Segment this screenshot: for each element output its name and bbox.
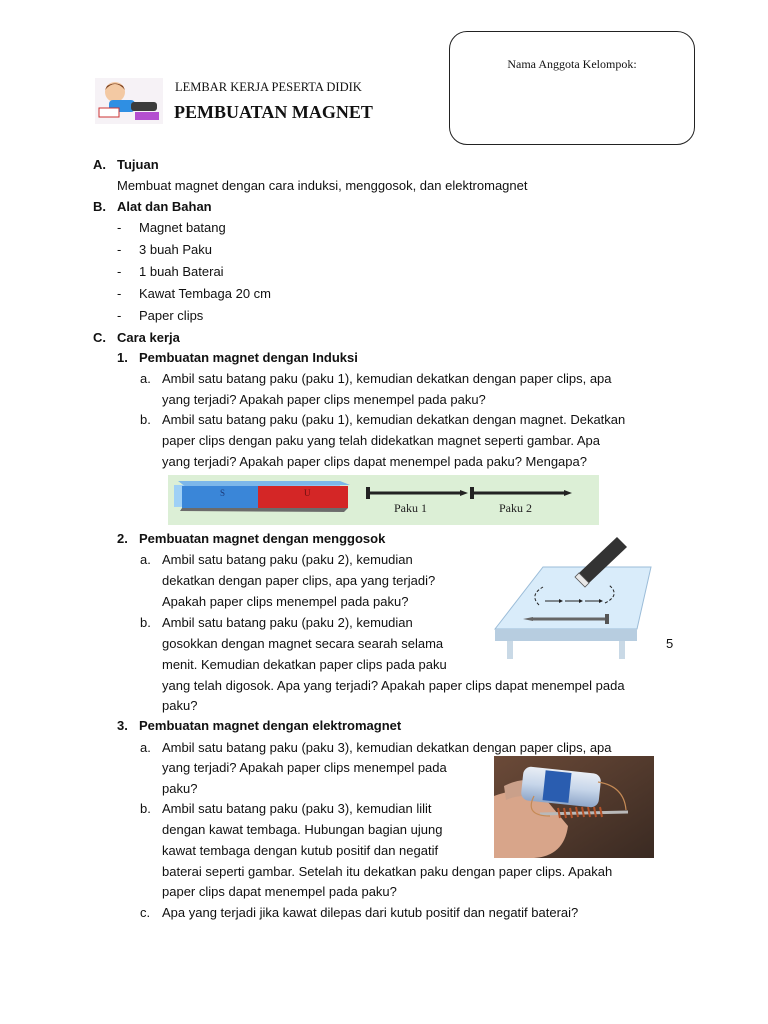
nail-1-label: Paku 1 <box>394 501 427 515</box>
list-item: Magnet batang <box>139 220 226 235</box>
step-3-a-line: paku? <box>162 781 198 796</box>
step-3-a-line: yang terjadi? Apakah paper clips menempel pada <box>162 760 447 775</box>
step-1-number: 1. <box>117 350 128 365</box>
magnet-induction-figure <box>168 475 599 525</box>
section-c-letter: C. <box>93 330 106 345</box>
student-reading-illustration <box>95 78 163 124</box>
step-2-b-line: paku? <box>162 698 198 713</box>
list-item: 3 buah Paku <box>139 242 213 257</box>
list-dash: - <box>117 308 122 323</box>
step-1-b-label: b. <box>140 412 151 427</box>
magnet-pole-u: U <box>304 488 311 498</box>
step-2-a-line: Ambil satu batang paku (paku 2), kemudian <box>162 552 413 567</box>
step-1-b-line: paper clips dengan paku yang telah didekatkan magnet seperti gambar. Apa <box>162 433 600 448</box>
step-2-a-line: Apakah paper clips menempel pada paku? <box>162 594 409 609</box>
group-members-label: Nama Anggota Kelompok: <box>507 57 637 71</box>
step-3-b-line: paper clips dapat menempel pada paku? <box>162 884 397 899</box>
step-3-title: Pembuatan magnet dengan elektromagnet <box>139 718 402 733</box>
step-2-minutes-number: 5 <box>666 636 674 651</box>
step-1-b-line: yang terjadi? Apakah paper clips dapat menempel pada paku? Mengapa? <box>162 454 587 469</box>
section-c-title: Cara kerja <box>117 330 180 345</box>
list-item: Kawat Tembaga 20 cm <box>139 286 271 301</box>
list-dash: - <box>117 286 122 301</box>
section-b-letter: B. <box>93 199 106 214</box>
nail-2-label: Paku 2 <box>499 501 532 515</box>
step-3-b-line: Ambil satu batang paku (paku 3), kemudian lilit <box>162 801 432 816</box>
section-a-title: Tujuan <box>117 157 159 172</box>
step-2-number: 2. <box>117 531 128 546</box>
step-2-b-label: b. <box>140 615 151 630</box>
step-3-a-label: a. <box>140 740 151 755</box>
worksheet-title: PEMBUATAN MAGNET <box>174 102 373 122</box>
step-3-b-label: b. <box>140 801 151 816</box>
step-1-b-line: Ambil satu batang paku (paku 1), kemudian dekatkan dengan magnet. Dekatkan <box>162 412 626 427</box>
section-b-title: Alat dan Bahan <box>117 199 212 214</box>
step-1-a-label: a. <box>140 371 151 386</box>
section-a-letter: A. <box>93 157 106 172</box>
step-3-b-line: baterai seperti gambar. Setelah itu dekatkan paku dengan paper clips. Apakah <box>162 864 613 879</box>
step-3-c-line: Apa yang terjadi jika kawat dilepas dari kutub positif dan negatif baterai? <box>162 905 579 920</box>
list-item: 1 buah Baterai <box>139 264 224 279</box>
step-1-a-line: Ambil satu batang paku (paku 1), kemudian dekatkan dengan paper clips, apa <box>162 371 612 386</box>
group-members-box <box>449 31 695 145</box>
worksheet-subtitle: LEMBAR KERJA PESERTA DIDIK <box>175 80 362 94</box>
list-item: Paper clips <box>139 308 204 323</box>
list-dash: - <box>117 264 122 279</box>
list-dash: - <box>117 242 122 257</box>
step-2-b-line: gosokkan dengan magnet secara searah selama <box>162 636 444 651</box>
list-dash: - <box>117 220 122 235</box>
step-2-b-line: yang telah digosok. Apa yang terjadi? Apakah paper clips dapat menempel pada <box>162 678 625 693</box>
step-1-a-line: yang terjadi? Apakah paper clips menempel pada paku? <box>162 392 486 407</box>
step-3-c-label: c. <box>140 905 151 920</box>
step-3-b-line: kawat tembaga dengan kutub positif dan negatif <box>162 843 439 858</box>
electromagnet-photo <box>494 756 654 858</box>
step-3-number: 3. <box>117 718 128 733</box>
step-2-b-line: menit. Kemudian dekatkan paper clips pada paku <box>162 657 447 672</box>
section-a-body: Membuat magnet dengan cara induksi, menggosok, dan elektromagnet <box>117 178 528 193</box>
step-1-title: Pembuatan magnet dengan Induksi <box>139 350 358 365</box>
step-3-a-line: Ambil satu batang paku (paku 3), kemudian dekatkan dengan paper clips, apa <box>162 740 612 755</box>
magnet-pole-s: S <box>220 488 226 498</box>
magnet-rubbing-figure <box>493 533 653 661</box>
step-2-b-line: Ambil satu batang paku (paku 2), kemudian <box>162 615 413 630</box>
step-2-title: Pembuatan magnet dengan menggosok <box>139 531 386 546</box>
step-2-a-label: a. <box>140 552 151 567</box>
step-3-b-line: dengan kawat tembaga. Hubungan bagian ujung <box>162 822 443 837</box>
step-2-a-line: dekatkan dengan paper clips, apa yang terjadi? <box>162 573 436 588</box>
